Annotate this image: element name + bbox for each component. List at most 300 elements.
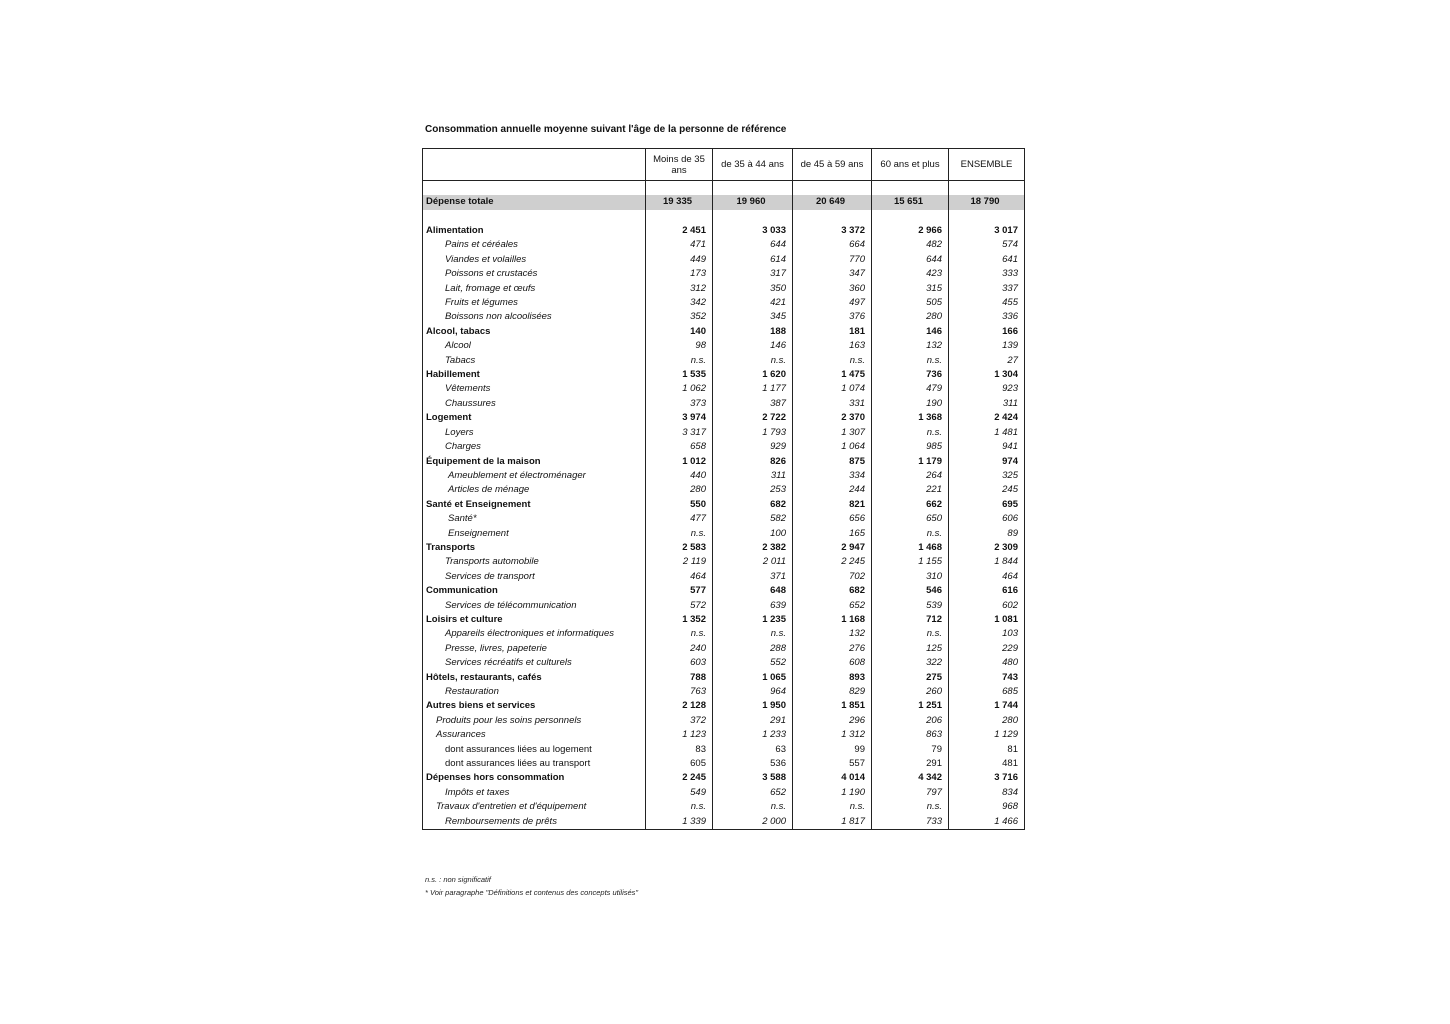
- cell-value: 664: [793, 238, 872, 252]
- subcategory-row: [423, 253, 1025, 267]
- total-value: 19 335: [646, 195, 713, 210]
- category-row: [423, 541, 1025, 555]
- cell-value: 736: [872, 368, 949, 382]
- cell-value: 188: [713, 325, 793, 339]
- cell-value: 2 245: [646, 771, 713, 785]
- subcategory-row: [423, 815, 1025, 830]
- cell-value: 2 000: [713, 815, 793, 830]
- cell-value: 923: [949, 382, 1025, 396]
- cell-value: 606: [949, 512, 1025, 526]
- cell-value: 1 352: [646, 613, 713, 627]
- subcategory-row: [423, 469, 1025, 483]
- row-label: Ameublement et électroménager: [423, 469, 646, 483]
- cell-value: 322: [872, 656, 949, 670]
- cell-value: 336: [949, 310, 1025, 324]
- cell-value: 834: [949, 786, 1025, 800]
- cell-value: 2 119: [646, 555, 713, 569]
- cell-value: 1 793: [713, 426, 793, 440]
- cell-value: 650: [872, 512, 949, 526]
- cell-value: 1 475: [793, 368, 872, 382]
- cell-value: 2 966: [872, 224, 949, 238]
- row-label: Transports: [423, 541, 646, 555]
- cell-value: 1 950: [713, 699, 793, 713]
- row-label: Charges: [423, 440, 646, 454]
- row-label: Impôts et taxes: [423, 786, 646, 800]
- row-label: Chaussures: [423, 397, 646, 411]
- cell-value: 1 481: [949, 426, 1025, 440]
- total-value: 18 790: [949, 195, 1025, 210]
- cell-value: 603: [646, 656, 713, 670]
- cell-value: 264: [872, 469, 949, 483]
- row-label: Travaux d'entretien et d'équipement: [423, 800, 646, 814]
- cell-value: 662: [872, 498, 949, 512]
- cell-value: n.s.: [793, 354, 872, 368]
- cell-value: 1 844: [949, 555, 1025, 569]
- cell-value: 1 817: [793, 815, 872, 830]
- subcategory-row: [423, 440, 1025, 454]
- cell-value: 479: [872, 382, 949, 396]
- cell-value: 1 468: [872, 541, 949, 555]
- category-row: [423, 498, 1025, 512]
- cell-value: 497: [793, 296, 872, 310]
- cell-value: 1 123: [646, 728, 713, 742]
- cell-value: 1 251: [872, 699, 949, 713]
- subcategory-row: [423, 656, 1025, 670]
- cell-value: 345: [713, 310, 793, 324]
- cell-value: 4 342: [872, 771, 949, 785]
- cell-value: 608: [793, 656, 872, 670]
- row-label: Poissons et crustacés: [423, 267, 646, 281]
- total-value: 20 649: [793, 195, 872, 210]
- row-label: Alcool: [423, 339, 646, 353]
- cell-value: 81: [949, 743, 1025, 757]
- cell-value: 539: [872, 599, 949, 613]
- subcategory-row: [423, 238, 1025, 252]
- cell-value: 311: [949, 397, 1025, 411]
- cell-value: 582: [713, 512, 793, 526]
- row-label: dont assurances liées au transport: [423, 757, 646, 771]
- cell-value: 2 947: [793, 541, 872, 555]
- cell-value: 1 179: [872, 455, 949, 469]
- cell-value: 2 309: [949, 541, 1025, 555]
- cell-value: n.s.: [872, 527, 949, 541]
- cell-value: 552: [713, 656, 793, 670]
- row-label: Presse, livres, papeterie: [423, 642, 646, 656]
- cell-value: 1 535: [646, 368, 713, 382]
- cell-value: 334: [793, 469, 872, 483]
- subcategory-row: [423, 685, 1025, 699]
- cell-value: 536: [713, 757, 793, 771]
- cell-value: 893: [793, 671, 872, 685]
- cell-value: 440: [646, 469, 713, 483]
- row-label: Articles de ménage: [423, 483, 646, 497]
- cell-value: 964: [713, 685, 793, 699]
- cell-value: 221: [872, 483, 949, 497]
- cell-value: 89: [949, 527, 1025, 541]
- cell-value: 331: [793, 397, 872, 411]
- cell-value: 639: [713, 599, 793, 613]
- cell-value: 821: [793, 498, 872, 512]
- row-label: Logement: [423, 411, 646, 425]
- cell-value: 658: [646, 440, 713, 454]
- row-label: Loisirs et culture: [423, 613, 646, 627]
- cell-value: 449: [646, 253, 713, 267]
- cell-value: 27: [949, 354, 1025, 368]
- cell-value: 455: [949, 296, 1025, 310]
- cell-value: 2 451: [646, 224, 713, 238]
- cell-value: 574: [949, 238, 1025, 252]
- spacer-row: [423, 181, 1025, 196]
- cell-value: 505: [872, 296, 949, 310]
- cell-value: 797: [872, 786, 949, 800]
- cell-value: 1 307: [793, 426, 872, 440]
- cell-value: 139: [949, 339, 1025, 353]
- cell-value: 550: [646, 498, 713, 512]
- cell-value: 1 312: [793, 728, 872, 742]
- cell-value: 770: [793, 253, 872, 267]
- cell-value: 1 168: [793, 613, 872, 627]
- total-value: 15 651: [872, 195, 949, 210]
- cell-value: 163: [793, 339, 872, 353]
- cell-value: 3 033: [713, 224, 793, 238]
- cell-value: 1 155: [872, 555, 949, 569]
- cell-value: 206: [872, 714, 949, 728]
- cell-value: 733: [872, 815, 949, 830]
- cell-value: 2 722: [713, 411, 793, 425]
- cell-value: 644: [713, 238, 793, 252]
- header-row: [423, 149, 1025, 181]
- cell-value: 985: [872, 440, 949, 454]
- row-label: Alcool, tabacs: [423, 325, 646, 339]
- row-label: dont assurances liées au logement: [423, 743, 646, 757]
- cell-value: 2 382: [713, 541, 793, 555]
- cell-value: 682: [793, 584, 872, 598]
- cell-value: n.s.: [793, 800, 872, 814]
- cell-value: n.s.: [646, 627, 713, 641]
- subcategory-row: [423, 786, 1025, 800]
- cell-value: 146: [713, 339, 793, 353]
- cell-value: 125: [872, 642, 949, 656]
- table-body: [423, 181, 1025, 830]
- cell-value: 352: [646, 310, 713, 324]
- cell-value: 968: [949, 800, 1025, 814]
- cell-value: 546: [872, 584, 949, 598]
- cell-value: 702: [793, 570, 872, 584]
- cell-value: 1 074: [793, 382, 872, 396]
- cell-value: 280: [949, 714, 1025, 728]
- category-row: [423, 411, 1025, 425]
- cell-value: 652: [793, 599, 872, 613]
- cell-value: n.s.: [872, 354, 949, 368]
- footnotes: [425, 873, 638, 899]
- footnote: * Voir paragraphe "Définitions et contenus des concepts utilisés": [425, 888, 639, 897]
- cell-value: n.s.: [713, 354, 793, 368]
- column-header: ENSEMBLE: [949, 149, 1025, 181]
- cell-value: 1 062: [646, 382, 713, 396]
- cell-value: 325: [949, 469, 1025, 483]
- cell-value: 311: [713, 469, 793, 483]
- subcategory-row: [423, 282, 1025, 296]
- cell-value: 371: [713, 570, 793, 584]
- cell-value: 1 081: [949, 613, 1025, 627]
- cell-value: 146: [872, 325, 949, 339]
- row-label: Lait, fromage et œufs: [423, 282, 646, 296]
- cell-value: 3 716: [949, 771, 1025, 785]
- total-value: 19 960: [713, 195, 793, 210]
- cell-value: 280: [872, 310, 949, 324]
- cell-value: 656: [793, 512, 872, 526]
- cell-value: n.s.: [646, 354, 713, 368]
- cell-value: n.s.: [872, 627, 949, 641]
- column-header: de 35 à 44 ans: [713, 149, 793, 181]
- cell-value: 2 245: [793, 555, 872, 569]
- cell-value: 2 370: [793, 411, 872, 425]
- cell-value: 2 128: [646, 699, 713, 713]
- row-label: Appareils électroniques et informatiques: [423, 627, 646, 641]
- row-label: Autres biens et services: [423, 699, 646, 713]
- cell-value: 863: [872, 728, 949, 742]
- cell-value: 173: [646, 267, 713, 281]
- cell-value: 347: [793, 267, 872, 281]
- cell-value: 350: [713, 282, 793, 296]
- cell-value: n.s.: [713, 800, 793, 814]
- cell-value: 190: [872, 397, 949, 411]
- subcategory-row: [423, 757, 1025, 771]
- cell-value: 275: [872, 671, 949, 685]
- cell-value: n.s.: [646, 800, 713, 814]
- cell-value: 974: [949, 455, 1025, 469]
- cell-value: 1 620: [713, 368, 793, 382]
- row-label: Pains et céréales: [423, 238, 646, 252]
- cell-value: 280: [646, 483, 713, 497]
- subcategory-row: [423, 296, 1025, 310]
- cell-value: 481: [949, 757, 1025, 771]
- subcategory-row: [423, 555, 1025, 569]
- cell-value: 1 064: [793, 440, 872, 454]
- subcategory-row: [423, 382, 1025, 396]
- cell-value: 2 424: [949, 411, 1025, 425]
- cell-value: 132: [793, 627, 872, 641]
- footnote: n.s. : non significatif: [425, 875, 491, 884]
- row-label: Services de transport: [423, 570, 646, 584]
- category-row: [423, 224, 1025, 238]
- column-header: de 45 à 59 ans: [793, 149, 872, 181]
- cell-value: 557: [793, 757, 872, 771]
- subcategory-row: [423, 800, 1025, 814]
- cell-value: 1 466: [949, 815, 1025, 830]
- cell-value: 2 583: [646, 541, 713, 555]
- cell-value: 482: [872, 238, 949, 252]
- total-label: Dépense totale: [423, 195, 646, 210]
- cell-value: 464: [646, 570, 713, 584]
- subcategory-row: [423, 397, 1025, 411]
- cell-value: 763: [646, 685, 713, 699]
- cell-value: 1 233: [713, 728, 793, 742]
- row-label: Équipement de la maison: [423, 455, 646, 469]
- row-label: Hôtels, restaurants, cafés: [423, 671, 646, 685]
- cell-value: 181: [793, 325, 872, 339]
- row-label: Dépenses hors consommation: [423, 771, 646, 785]
- cell-value: 260: [872, 685, 949, 699]
- cell-value: 652: [713, 786, 793, 800]
- row-label: Restauration: [423, 685, 646, 699]
- cell-value: 337: [949, 282, 1025, 296]
- row-label: Habillement: [423, 368, 646, 382]
- row-label: Santé*: [423, 512, 646, 526]
- cell-value: 333: [949, 267, 1025, 281]
- cell-value: 372: [646, 714, 713, 728]
- subcategory-row: [423, 512, 1025, 526]
- subcategory-row: [423, 483, 1025, 497]
- cell-value: 480: [949, 656, 1025, 670]
- cell-value: 1 129: [949, 728, 1025, 742]
- row-label: Fruits et légumes: [423, 296, 646, 310]
- subcategory-row: [423, 426, 1025, 440]
- subcategory-row: [423, 627, 1025, 641]
- cell-value: 875: [793, 455, 872, 469]
- row-label: Communication: [423, 584, 646, 598]
- category-row: [423, 671, 1025, 685]
- column-header: 60 ans et plus: [872, 149, 949, 181]
- cell-value: 1 177: [713, 382, 793, 396]
- cell-value: 244: [793, 483, 872, 497]
- row-label: Alimentation: [423, 224, 646, 238]
- cell-value: 577: [646, 584, 713, 598]
- cell-value: 641: [949, 253, 1025, 267]
- cell-value: 310: [872, 570, 949, 584]
- cell-value: 240: [646, 642, 713, 656]
- row-label: Produits pour les soins personnels: [423, 714, 646, 728]
- cell-value: 743: [949, 671, 1025, 685]
- subcategory-row: [423, 599, 1025, 613]
- row-label: Boissons non alcoolisées: [423, 310, 646, 324]
- cell-value: 826: [713, 455, 793, 469]
- spacer-row: [423, 210, 1025, 224]
- cell-value: 387: [713, 397, 793, 411]
- row-label: Tabacs: [423, 354, 646, 368]
- cell-value: 376: [793, 310, 872, 324]
- cell-value: 296: [793, 714, 872, 728]
- cell-value: 695: [949, 498, 1025, 512]
- cell-value: 165: [793, 527, 872, 541]
- cell-value: 1 190: [793, 786, 872, 800]
- table-title: Consommation annuelle moyenne suivant l'âge de la personne de référence: [425, 124, 787, 135]
- category-row: [423, 325, 1025, 339]
- subcategory-row: [423, 642, 1025, 656]
- cell-value: 477: [646, 512, 713, 526]
- category-row: [423, 584, 1025, 598]
- cell-value: 98: [646, 339, 713, 353]
- cell-value: 83: [646, 743, 713, 757]
- category-row: [423, 699, 1025, 713]
- cell-value: 423: [872, 267, 949, 281]
- cell-value: 1 368: [872, 411, 949, 425]
- cell-value: 245: [949, 483, 1025, 497]
- cell-value: 253: [713, 483, 793, 497]
- subcategory-row: [423, 570, 1025, 584]
- row-label: Loyers: [423, 426, 646, 440]
- cell-value: 464: [949, 570, 1025, 584]
- cell-value: 644: [872, 253, 949, 267]
- cell-value: 79: [872, 743, 949, 757]
- row-label: Enseignement: [423, 527, 646, 541]
- cell-value: 616: [949, 584, 1025, 598]
- row-label: Remboursements de prêts: [423, 815, 646, 830]
- cell-value: 614: [713, 253, 793, 267]
- row-label: Vêtements: [423, 382, 646, 396]
- header-label-column: [423, 149, 646, 181]
- cell-value: 312: [646, 282, 713, 296]
- cell-value: 342: [646, 296, 713, 310]
- cell-value: 317: [713, 267, 793, 281]
- subcategory-row: [423, 527, 1025, 541]
- cell-value: 685: [949, 685, 1025, 699]
- cell-value: 421: [713, 296, 793, 310]
- category-row: [423, 455, 1025, 469]
- cell-value: 229: [949, 642, 1025, 656]
- row-label: Services de télécommunication: [423, 599, 646, 613]
- category-row: [423, 613, 1025, 627]
- cell-value: 291: [872, 757, 949, 771]
- cell-value: 140: [646, 325, 713, 339]
- cell-value: 1 235: [713, 613, 793, 627]
- cell-value: 929: [713, 440, 793, 454]
- cell-value: 1 012: [646, 455, 713, 469]
- cell-value: 100: [713, 527, 793, 541]
- cell-value: 1 744: [949, 699, 1025, 713]
- subcategory-row: [423, 339, 1025, 353]
- total-row: [423, 195, 1025, 210]
- row-label: Viandes et volailles: [423, 253, 646, 267]
- subcategory-row: [423, 728, 1025, 742]
- cell-value: 166: [949, 325, 1025, 339]
- cell-value: 605: [646, 757, 713, 771]
- cell-value: 4 014: [793, 771, 872, 785]
- cell-value: 1 339: [646, 815, 713, 830]
- subcategory-row: [423, 310, 1025, 324]
- cell-value: 2 011: [713, 555, 793, 569]
- cell-value: 829: [793, 685, 872, 699]
- cell-value: 291: [713, 714, 793, 728]
- subcategory-row: [423, 267, 1025, 281]
- cell-value: 63: [713, 743, 793, 757]
- row-label: Santé et Enseignement: [423, 498, 646, 512]
- cell-value: n.s.: [646, 527, 713, 541]
- column-header: Moins de 35 ans: [646, 149, 713, 181]
- cell-value: 3 317: [646, 426, 713, 440]
- cell-value: 788: [646, 671, 713, 685]
- cell-value: 572: [646, 599, 713, 613]
- cell-value: 1 304: [949, 368, 1025, 382]
- cell-value: 276: [793, 642, 872, 656]
- cell-value: 471: [646, 238, 713, 252]
- cell-value: 3 372: [793, 224, 872, 238]
- cell-value: n.s.: [872, 800, 949, 814]
- cell-value: 132: [872, 339, 949, 353]
- cell-value: 941: [949, 440, 1025, 454]
- cell-value: 288: [713, 642, 793, 656]
- cell-value: 549: [646, 786, 713, 800]
- cell-value: 712: [872, 613, 949, 627]
- cell-value: 1 851: [793, 699, 872, 713]
- cell-value: n.s.: [713, 627, 793, 641]
- cell-value: 360: [793, 282, 872, 296]
- category-row: [423, 368, 1025, 382]
- cell-value: 1 065: [713, 671, 793, 685]
- row-label: Services récréatifs et culturels: [423, 656, 646, 670]
- cell-value: 3 017: [949, 224, 1025, 238]
- cell-value: 648: [713, 584, 793, 598]
